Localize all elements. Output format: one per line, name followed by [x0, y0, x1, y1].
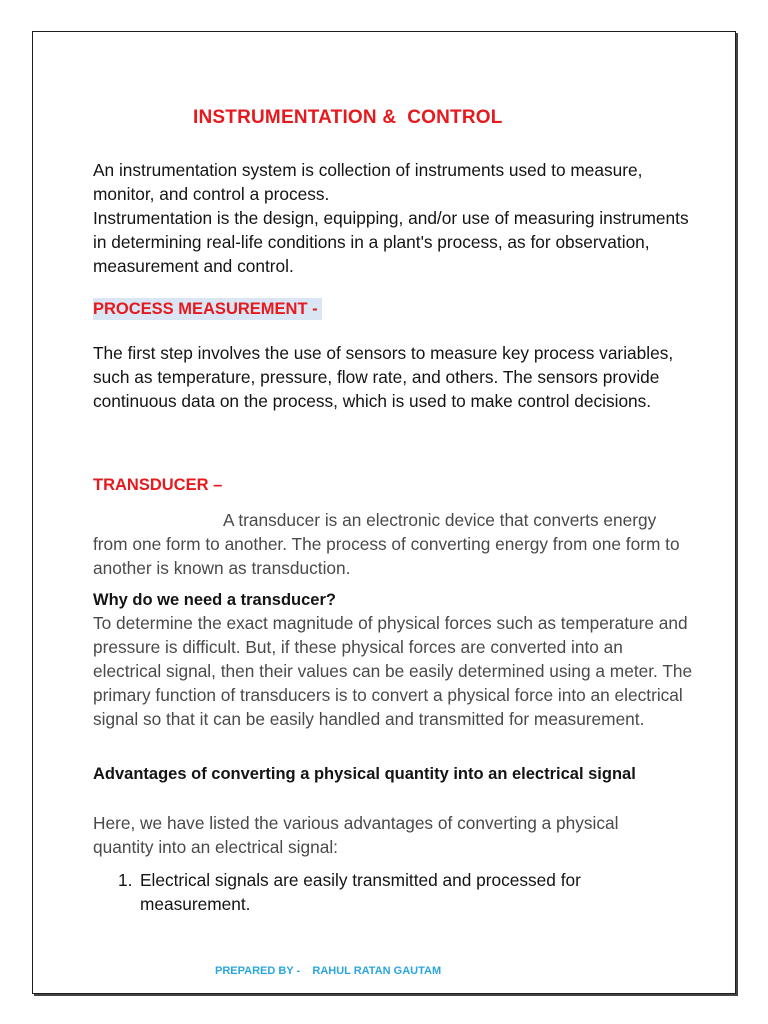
intro-paragraph-1: An instrumentation system is collection of instruments used to measure, monitor, and control a process.	[93, 160, 643, 204]
why-need-heading: Why do we need a transducer?	[93, 591, 336, 609]
advantages-heading: Advantages of converting a physical quantity into an electrical signal	[93, 765, 636, 783]
transducer-heading: TRANSDUCER –	[93, 476, 223, 494]
process-measurement-paragraph: The first step involves the use of sensors to measure key process variables, such as temperature, pressure, flow rate, and others. The sensors provide continuous data on the process, which is used to make control decisions.	[93, 343, 674, 411]
footer-prepared-by: PREPARED BY - RAHUL RATAN GAUTAM	[215, 965, 442, 977]
transducer-paragraph: A transducer is an electronic device that converts energy from one form to another. The process of converting energy from one form to another is known as transduction.	[93, 510, 680, 578]
list-item-text: Electrical signals are easily transmitted and processed for measurement.	[140, 870, 581, 914]
process-measurement-heading	[93, 300, 322, 319]
document-title: INSTRUMENTATION & CONTROL	[193, 107, 503, 128]
why-need-paragraph: To determine the exact magnitude of physical forces such as temperature and pressure is difficult. But, if these physical forces are converted into an electrical signal, then their values can be easily determined using a meter. The primary function of transducers is to convert a physical force into an electrical signal so that it can be easily handled and transmitted for measurement.	[93, 613, 693, 729]
process-measurement-heading-text: PROCESS MEASUREMENT -	[93, 298, 322, 320]
list-item-number: 1.	[118, 870, 133, 890]
advantages-paragraph: Here, we have listed the various advantages of converting a physical quantity into an electrical signal:	[93, 813, 619, 857]
intro-paragraph-2: Instrumentation is the design, equipping, and/or use of measuring instruments in determining real-life conditions in a plant's process, as for observation, measurement and control.	[93, 208, 689, 276]
